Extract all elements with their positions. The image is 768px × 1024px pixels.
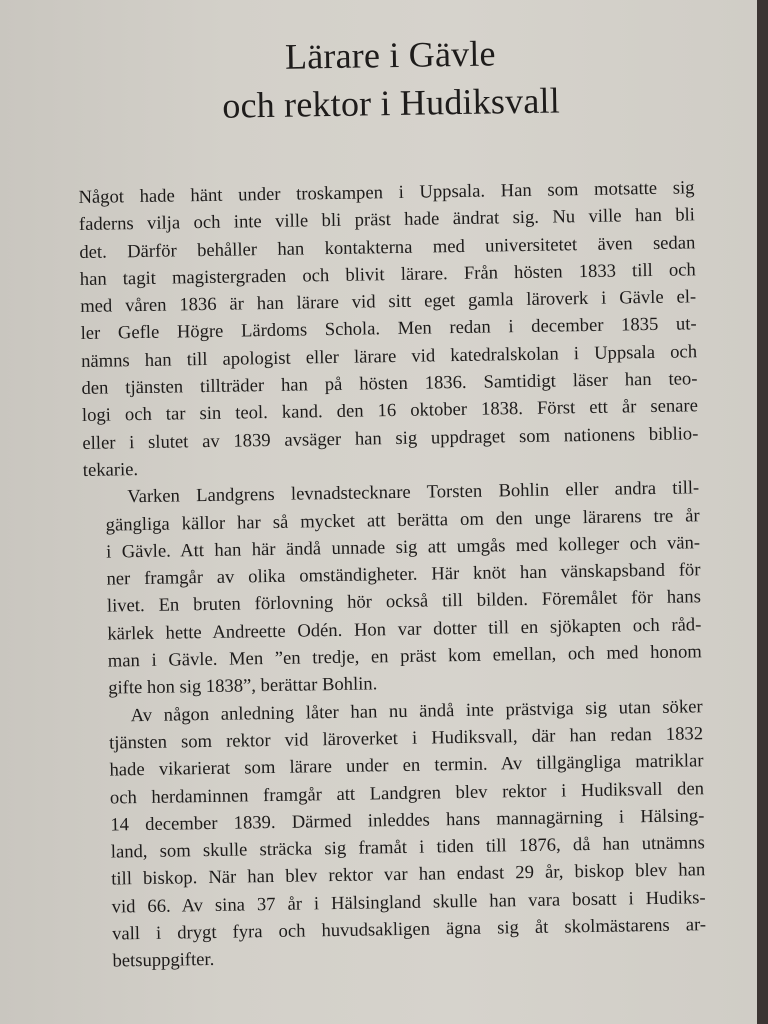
text-line: med våren 1836 är han lärare vid sitt eget gamla läroverk i Gävle el-	[80, 286, 697, 318]
text-line: gifte hon sig 1838”, berättar Bohlin.	[108, 673, 378, 699]
text-line: tjänsten som rektor vid läroverket i Hudiksvall, där han redan 1832	[108, 723, 704, 754]
body-text	[78, 174, 706, 975]
text-line: det. Därför behåller han kontakterna med universitetet även sedan	[79, 231, 696, 263]
text-line: ner framgår av olika omständigheter. Här knöt han vänskapsband för	[106, 559, 701, 590]
text-line: gängliga källor har så mycket att berätta om den unge lärarens tre år	[105, 504, 700, 536]
text-line: Av någon anledning låter han nu ändå inte prästviga sig utan söker	[130, 695, 703, 726]
text-line: hade vikarierat som lärare under en termin. Av tillgängliga matriklar	[109, 750, 704, 781]
chapter-title-line-1: Lärare i Gävle	[284, 33, 496, 77]
text-line: faderns vilja och inte ville bli präst hade ändrat sig. Nu ville han bli	[78, 204, 696, 236]
text-line: logi och tar sin teol. kand. den 16 oktober 1838. Först ett år senare	[81, 395, 699, 427]
text-line: och herdaminnen framgår att Landgren blev rektor i Hudiksvall den	[109, 777, 705, 809]
text-line: land, som skulle sträcka sig framåt i tiden till 1876, då han utnämns	[110, 832, 705, 863]
text-line: till biskop. När han blev rektor var han endast 29 år, biskop blev han	[111, 859, 706, 890]
text-line: eller i slutet av 1839 avsäger han sig uppdraget som nationens biblio-	[82, 422, 699, 454]
chapter-title	[76, 26, 693, 132]
text-line: Varken Landgrens levnadstecknare Torsten Bohlin eller andra till-	[127, 477, 700, 508]
paragraph-1	[78, 174, 699, 484]
text-line: man i Gävle. Men ”en tredje, en präst kom emellan, och med honom	[107, 641, 702, 672]
book-edge	[757, 0, 768, 1024]
text-line: vall i drygt fyra och huvudsakligen ägna sig åt skolmästarens ar-	[111, 914, 707, 945]
text-line: nämns han till apologist eller lärare vid katedralskolan i Uppsala och	[80, 341, 698, 372]
text-line: Något hade hänt under troskampen i Uppsala. Han som motsatte sig	[78, 177, 695, 208]
text-line: livet. En bruten förlovning hör också till bilden. Föremålet för hans	[106, 586, 702, 618]
chapter-title-line-2: och rektor i Hudiksvall	[222, 80, 561, 126]
text-line: kärlek hette Andreette Odén. Hon var dotter till en sjökapten och råd-	[107, 614, 702, 645]
text-line: han tagit magistergraden och blivit lärare. Från hösten 1833 till och	[79, 259, 696, 290]
paragraph-2	[83, 475, 702, 703]
text-line: tekarie.	[82, 459, 139, 481]
text-line: den tjänsten tillträder han på hösten 1836. Samtidigt läser han teo-	[81, 368, 698, 400]
text-line: ler Gefle Högre Lärdoms Schola. Men redan i december 1835 ut-	[80, 313, 697, 345]
text-line: i Gävle. Att han här ändå unnade sig att umgås med kolleger och vän-	[105, 532, 701, 563]
text-line: vid 66. Av sina 37 år i Hälsingland skulle han vara bosatt i Hudiks-	[111, 886, 706, 918]
page-content	[76, 26, 707, 975]
paragraph-3	[86, 693, 706, 976]
text-line: betsuppgifter.	[112, 949, 215, 972]
text-line: 14 december 1839. Därmed inleddes hans mannagärning i Hälsing-	[110, 805, 705, 836]
